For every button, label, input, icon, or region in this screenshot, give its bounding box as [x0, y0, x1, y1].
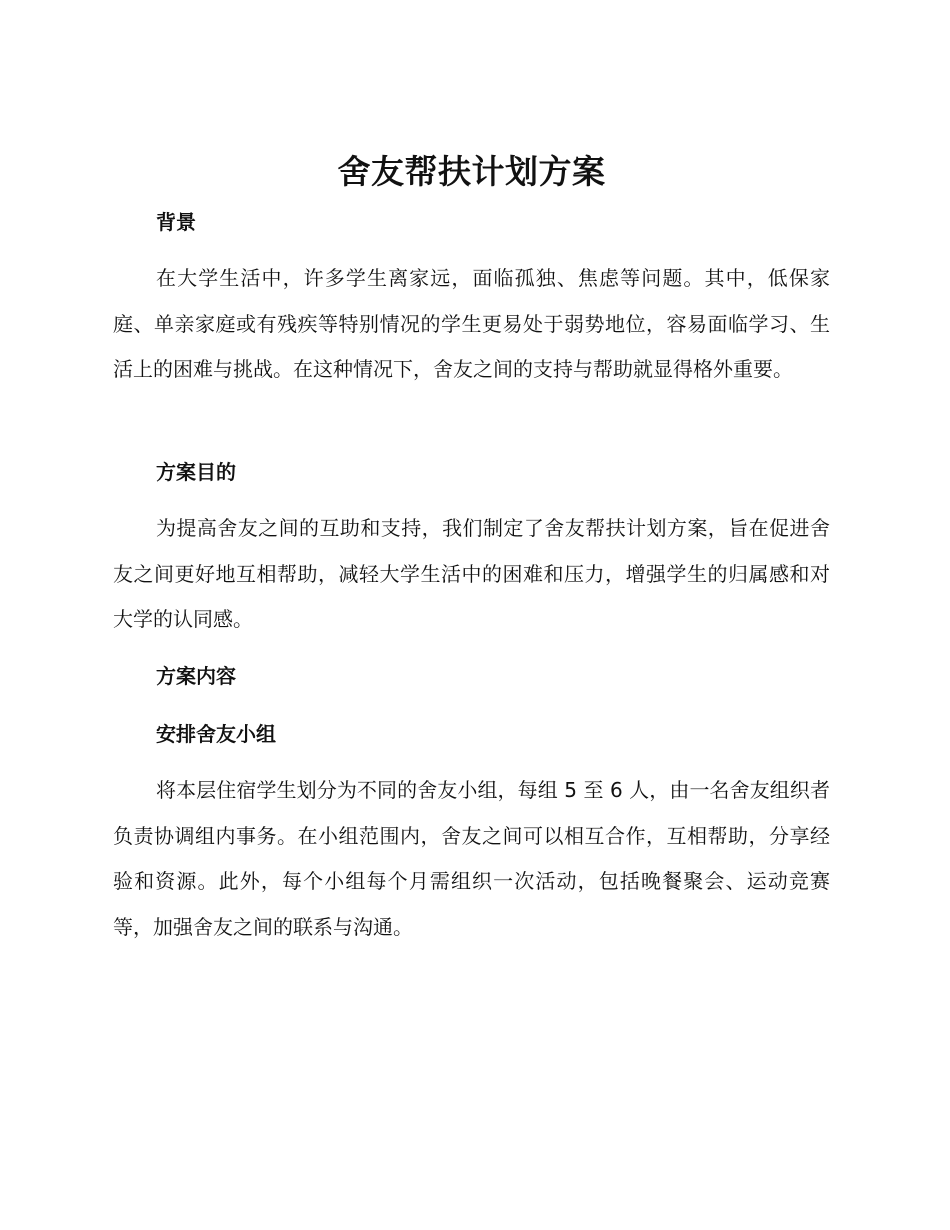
section-heading-purpose: 方案目的	[156, 460, 236, 484]
section-paragraph-background: 在大学生活中，许多学生离家远，面临孤独、焦虑等问题。其中，低保家庭、单亲家庭或有残疾等特别情况的学生更易处于弱势地位，容易面临学习、生活上的困难与挑战。在这种情况下，舍友之间的支持与帮助就显得格外重要。	[113, 266, 830, 381]
section-heading-groups: 安排舍友小组	[156, 722, 276, 746]
section-paragraph-purpose: 为提高舍友之间的互助和支持，我们制定了舍友帮扶计划方案，旨在促进舍友之间更好地互相帮助，减轻大学生活中的困难和压力，增强学生的归属感和对大学的认同感。	[113, 516, 830, 631]
document-title: 舍友帮扶计划方案	[337, 152, 606, 191]
section-heading-content: 方案内容	[156, 664, 236, 688]
section-paragraph-groups: 将本层住宿学生划分为不同的舍友小组，每组 5 至 6 人，由一名舍友组织者负责协调组内事务。在小组范围内，舍友之间可以相互合作，互相帮助，分享经验和资源。此外，每个小组每个月需组织一次活动，包括晚餐聚会、运动竞赛等，加强舍友之间的联系与沟通。	[113, 778, 830, 939]
section-heading-background: 背景	[156, 210, 196, 234]
